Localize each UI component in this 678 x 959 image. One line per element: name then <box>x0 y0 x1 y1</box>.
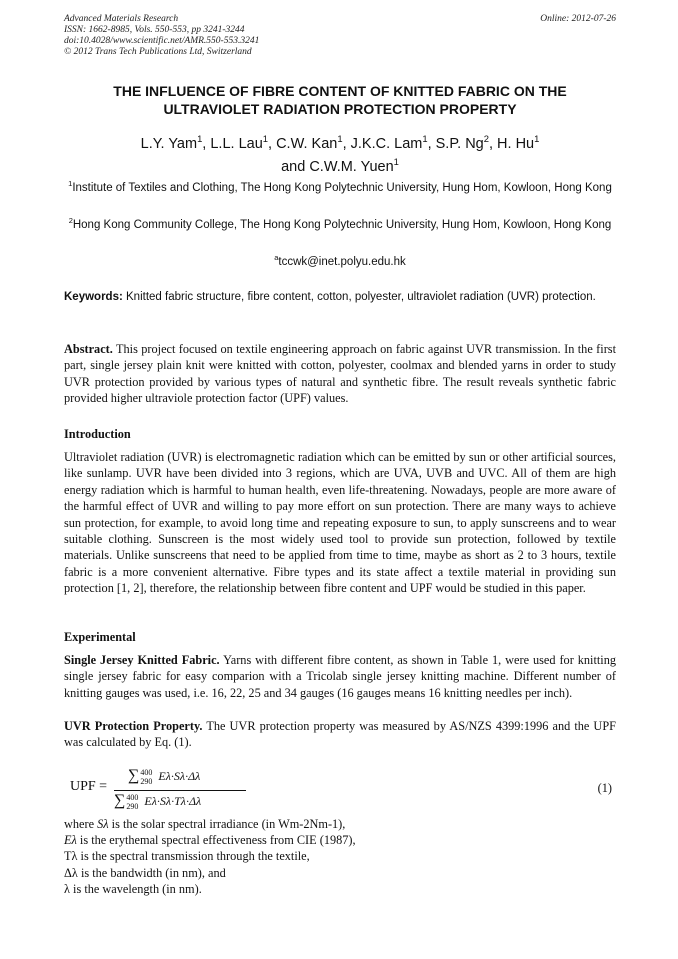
definition-symbol: Sλ <box>97 817 109 831</box>
author-affiliation-mark: 1 <box>337 133 343 145</box>
definition-symbol: Eλ <box>64 833 77 848</box>
author-affiliation-mark: 1 <box>262 133 269 145</box>
definition-symbol: Tλ <box>64 849 78 864</box>
numerator-terms: Eλ·Sλ·Δλ <box>158 769 201 783</box>
upf-equation <box>64 765 616 815</box>
author-name: L.Y. Yam <box>140 136 198 152</box>
sum-upper-limit: 400 <box>126 793 139 803</box>
contact-email <box>64 255 616 270</box>
definition-text: is the solar spectral irradiance (in Wm-2Nm-1), <box>108 817 346 831</box>
affiliation-1 <box>64 181 616 196</box>
author-name: C.W. Kan <box>276 136 338 152</box>
journal-doi[interactable]: doi:10.4028/www.scientific.net/AMR.550-553.3241 <box>64 36 260 46</box>
uvr-text: The UVR protection property was measured by AS/NZS 4399:1996 and the UPF was calculated by Eq. (1). <box>64 719 616 750</box>
affiliation-mark: 1 <box>68 179 73 189</box>
affiliation-text: Institute of Textiles and Clothing, The Hong Kong Polytechnic University, Hung Hom, Kowloon, Hong Kong <box>72 182 612 194</box>
keywords-label: Keywords: <box>64 291 123 303</box>
experimental-heading: Experimental <box>64 630 136 644</box>
title-line-2: ULTRAVIOLET RADIATION PROTECTION PROPERTY <box>163 101 517 117</box>
author-separator: , <box>427 136 436 152</box>
author-name: S.P. Ng <box>435 136 484 152</box>
abstract-paragraph <box>64 341 616 407</box>
author-name: and C.W.M. Yuen <box>281 159 394 175</box>
sum-limits <box>126 793 138 811</box>
definition-symbol: Δλ <box>64 865 78 880</box>
sum-lower-limit: 290 <box>126 802 139 812</box>
denominator-terms: Eλ·Sλ·Tλ·Δλ <box>144 794 202 808</box>
equation-denominator <box>114 792 201 811</box>
affiliation-text: Hong Kong Community College, The Hong Kong Polytechnic University, Hung Hom, Kowloon, Hong Kong <box>72 219 612 231</box>
author-separator: , <box>342 136 351 152</box>
introduction-heading: Introduction <box>64 427 131 441</box>
paper-title <box>64 82 616 118</box>
experimental-paragraph-uvr <box>64 718 616 751</box>
definition-text: is the wavelength (in nm). <box>69 881 202 896</box>
author-name: H. Hu <box>497 136 535 152</box>
definition-line <box>64 881 616 897</box>
author-separator: , <box>488 136 498 152</box>
definition-line <box>64 848 616 864</box>
sum-symbol: ∑ <box>128 767 140 784</box>
author-affiliation-mark: 2 <box>483 133 489 145</box>
author-line-2 <box>64 156 616 179</box>
uvr-subheading: UVR Protection Property. <box>64 719 203 733</box>
author-name: L.L. Lau <box>210 136 263 152</box>
equation-lhs: UPF = <box>70 779 108 794</box>
author-line-1 <box>64 133 616 156</box>
journal-copyright: © 2012 Trans Tech Publications Ltd, Switzerland <box>64 47 252 57</box>
equation-number: (1) <box>597 781 612 795</box>
journal-issn: ISSN: 1662-8985, Vols. 550-553, pp 3241-3244 <box>64 25 245 35</box>
fabric-subheading: Single Jersey Knitted Fabric. <box>64 653 220 667</box>
sum-upper-limit: 400 <box>140 768 153 778</box>
definition-line <box>64 816 616 832</box>
definition-line <box>64 832 616 848</box>
definition-text: is the spectral transmission through the textile, <box>77 849 310 864</box>
abstract-label: Abstract. <box>64 342 113 356</box>
author-separator: , <box>202 136 211 152</box>
equation-numerator <box>128 767 200 786</box>
definition-text: is the bandwidth (in nm), and <box>77 865 226 880</box>
equation-definitions <box>64 816 616 897</box>
sum-lower-limit: 290 <box>140 777 153 787</box>
author-affiliation-mark: 1 <box>393 156 399 168</box>
email-mark: a <box>274 253 279 263</box>
experimental-paragraph-fabric <box>64 652 616 701</box>
author-name: J.K.C. Lam <box>350 136 423 152</box>
email-address[interactable]: tccwk@inet.polyu.edu.hk <box>278 256 406 268</box>
author-affiliation-mark: 1 <box>422 133 428 145</box>
journal-name: Advanced Materials Research <box>64 14 179 24</box>
affiliation-mark: 2 <box>68 216 73 226</box>
keywords-text: Knitted fabric structure, fibre content, cotton, polyester, ultraviolet radiation (UVR) protection. <box>126 291 596 303</box>
sum-limits <box>140 768 152 786</box>
definition-line <box>64 865 616 881</box>
sum-symbol: ∑ <box>114 792 126 809</box>
author-affiliation-mark: 1 <box>197 133 203 145</box>
online-date: Online: 2012-07-26 <box>540 14 616 24</box>
author-separator: , <box>268 136 277 152</box>
keywords-paragraph <box>64 290 616 305</box>
definition-prefix: where <box>64 817 98 831</box>
journal-header <box>64 14 616 58</box>
fraction-bar <box>114 790 246 791</box>
introduction-paragraph: Ultraviolet radiation (UVR) is electromagnetic radiation which can be emitted by sun or other artificial sources, like sunlamp. UVR have been divided into 3 regions, which are UVA, UVB and UVC. All of them are high energy radiation which is harmful to human health, even life-threatening. Nowadays, people are more aware of the harmful effect of UVR and willing to pay more effort on sun protection. There are many ways to achieve sun protection, for example, to avoid long time and repeating exposure to sun, to apply sunscreens and to wear suitable clothing. Sunscreen is the most widely used tool to provide sun protection, followed by textile materials. Unlike sunscreens that need to be applied from time to time, maybe as short as 2 to 3 hours, textile fabric is a more convenient alternative. Fibre types and its state affect a textile material in providing sun protection [1, 2], therefore, the relationship between fibre content and UPF would be studied in this paper. <box>64 450 616 596</box>
affiliation-2 <box>64 218 616 233</box>
title-line-1: THE INFLUENCE OF FIBRE CONTENT OF KNITTED FABRIC ON THE <box>113 83 567 99</box>
author-affiliation-mark: 1 <box>534 133 540 145</box>
abstract-text: This project focused on textile engineering approach on fabric against UVR transmission. In the first part, single jersey plain knit were knitted with cotton, polyester, coolmax and blended yarns in order to study UVR protection provided by various types of natural and synthetic fibre. The result reveals synthetic fabric provided higher ultraviole protection factor (UPF) values. <box>64 342 616 406</box>
fabric-text: Yarns with different fibre content, as shown in Table 1, were used for knitting single jersey fabric for easy comparion with a Tricolab single jersey knitting machine. Different number of knitting gauges was used, i.e. 16, 22, 25 and 34 gauges (16 gauges means 16 knitting needles per inch). <box>64 653 616 700</box>
definition-symbol: λ <box>64 881 70 896</box>
definition-text: is the erythemal spectral effectiveness from CIE (1987), <box>76 833 356 848</box>
author-list <box>64 133 616 179</box>
